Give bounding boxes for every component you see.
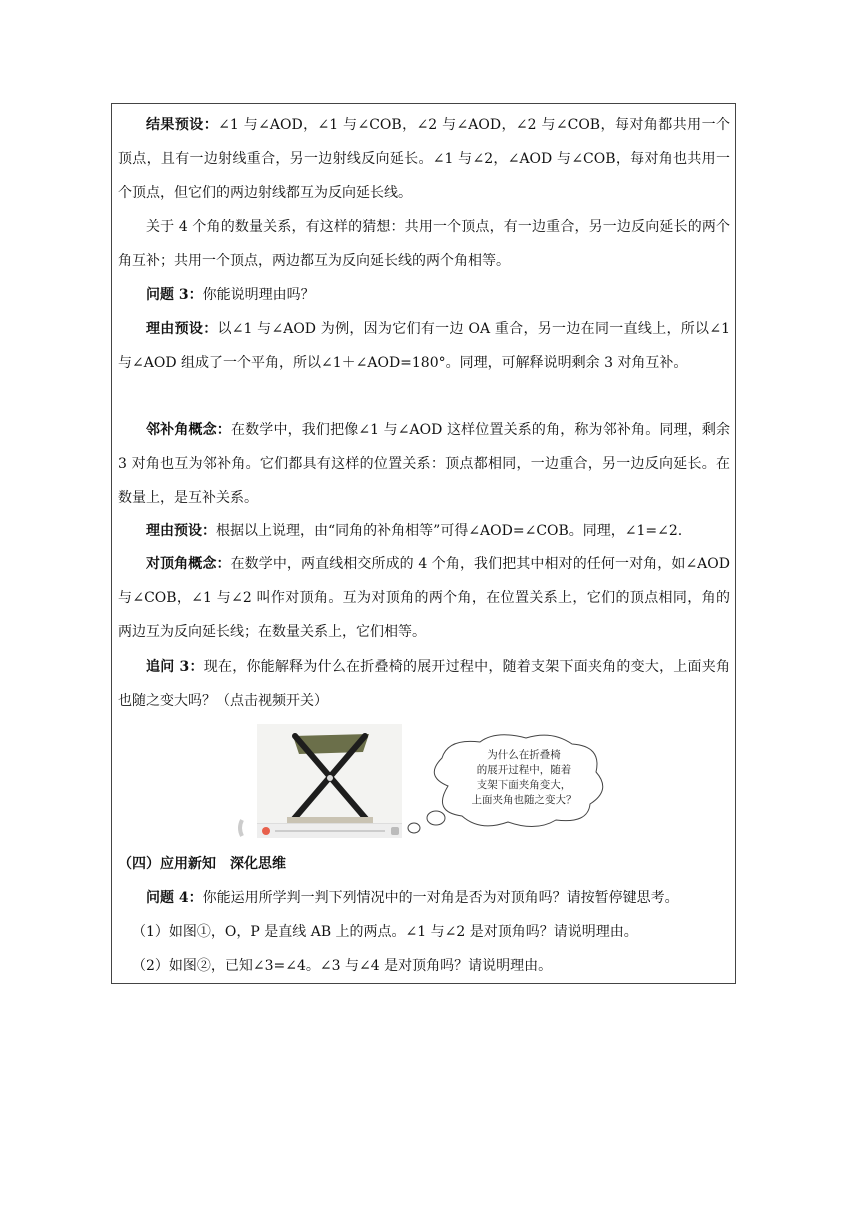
paragraph-reason-preset-2: 理由预设：根据以上说理，由“同角的补角相等”可得∠AOD=∠COB。同理，∠1=∠2. [146, 523, 683, 539]
paragraph-question-3: 问题 3：你能说明理由吗？ [146, 287, 315, 303]
paragraph-question-4: 问题 4：你能运用所学判一判下列情况中的一对角是否为对顶角吗？请按暂停键思考。 [146, 890, 679, 906]
paragraph-result-preset: 结果预设：∠1 与∠AOD，∠1 与∠COB，∠2 与∠AOD，∠2 与∠COB，每对角都共用一个顶点，且有一边射线重合，另一边射线反向延长。∠1 与∠2，∠AOD 与∠COB，每对角也共用一个顶点，但它们的两边射线都互为反向延长线。 [118, 117, 730, 201]
paragraph-vertical-angles: 对顶角概念：在数学中，两直线相交所成的 4 个角，我们把其中相对的任何一对角，如∠AOD 与∠COB，∠1 与∠2 叫作对顶角。互为对顶角的两个角，在位置关系上，它们的顶点相同，角的两边互为反向延长线；在数量关系上，它们相等。 [118, 556, 730, 640]
paragraph-conjecture: 关于 4 个角的数量关系，有这样的猜想：共用一个顶点，有一边重合，另一边反向延长的两个角互补；共用一个顶点，两边都互为反向延长线的两个角相等。 [118, 219, 730, 269]
paragraph-follow-up-3: 追问 3：现在，你能解释为什么在折叠椅的展开过程中，随着支架下面夹角的变大，上面夹角也随之变大吗？（点击视频开关） [118, 659, 730, 709]
thought-bubble-text: 为什么在折叠椅 的展开过程中，随着 支架下面夹角变大， 上面夹角也随之变大？ [471, 749, 577, 806]
list-item-2: （2）如图②，已知∠3=∠4。∠3 与∠4 是对顶角吗？请说明理由。 [132, 958, 553, 974]
paragraph-adjacent-supplementary: 邻补角概念：在数学中，我们把像∠1 与∠AOD 这样位置关系的角，称为邻补角。同理，剩余 3 对角也互为邻补角。它们都具有这样的位置关系：顶点都相同，一边重合，另一边反向延长。在数量上，是互补关系。 [118, 422, 730, 506]
section-title: （四）应用新知 深化思维 [118, 856, 286, 872]
paragraph-reason-preset: 理由预设：以∠1 与∠AOD 为例，因为它们有一边 OA 重合，另一边在同一直线上，所以∠1 与∠AOD 组成了一个平角，所以∠1＋∠AOD=180°。同理，可解释说明剩余 3 对角互补。 [118, 321, 730, 371]
list-item-1: （1）如图①，O，P 是直线 AB 上的两点。∠1 与∠2 是对顶角吗？请说明理由。 [132, 924, 638, 940]
